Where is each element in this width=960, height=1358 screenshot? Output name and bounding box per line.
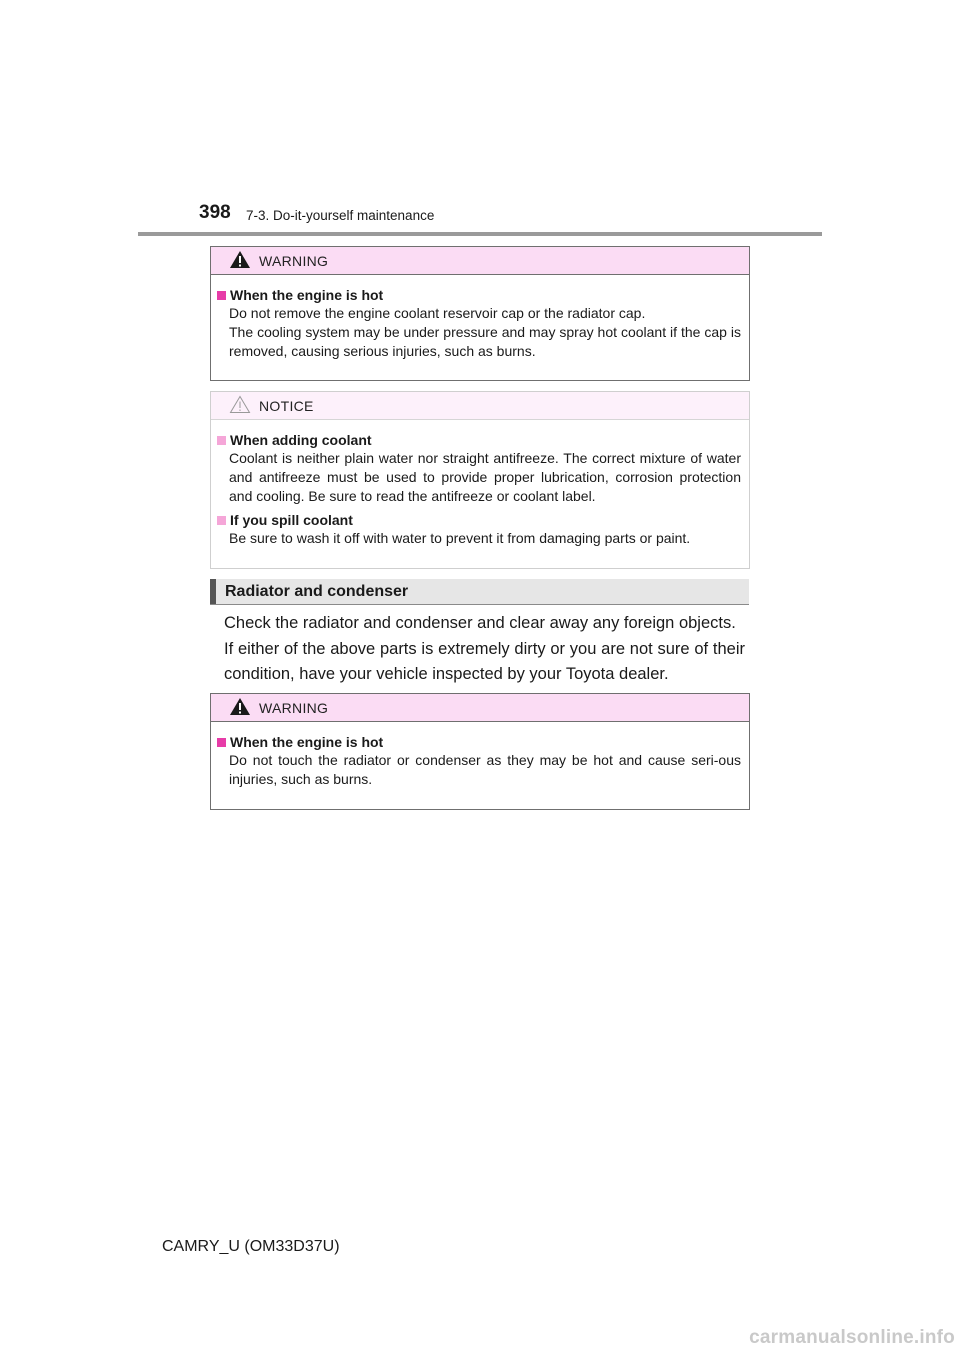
warning-item-line: The cooling system may be under pressure and may spray hot coolant if the cap is removed, causing serious injuries, such as burns. [229, 324, 741, 359]
warning-title: WARNING [259, 699, 329, 716]
bullet-square-icon [217, 516, 226, 525]
notice-item-text: Coolant is neither plain water nor straight antifreeze. The correct mixture of water and antifreeze must be used to provide proper lubrication, corrosion protection and cooling. Be sure to read the antifreeze or coolant label. [229, 450, 741, 504]
page-number: 398 [199, 202, 231, 223]
notice-box-body [211, 420, 749, 562]
warning-box-header [211, 694, 749, 722]
warning-item-line: Do not remove the engine coolant reservoir cap or the radiator cap. [229, 305, 646, 321]
body-paragraph: If either of the above parts is extremely dirty or you are not sure of their condition, have your vehicle inspected by your Toyota dealer. [224, 640, 745, 683]
bullet-square-icon [217, 291, 226, 300]
bullet-square-icon [217, 738, 226, 747]
warning-box-engine-hot-cap [210, 246, 750, 381]
bullet-square-icon [217, 436, 226, 445]
warning-item [217, 287, 741, 361]
section-heading-bar [210, 579, 216, 604]
warning-box-body [211, 275, 749, 375]
warning-item [217, 734, 741, 789]
section-heading [210, 579, 749, 605]
notice-item-heading: If you spill coolant [217, 512, 741, 528]
section-heading-text: Radiator and condenser [225, 582, 409, 600]
manual-code: CAMRY_U (OM33D37U) [162, 1238, 340, 1255]
watermark: carmanualsonline.info [749, 1327, 955, 1348]
body-paragraph: Check the radiator and condenser and clear away any foreign objects. [224, 614, 736, 632]
caution-triangle-icon [229, 395, 251, 414]
warning-item-text [217, 304, 741, 361]
notice-box-coolant [210, 391, 750, 569]
notice-box-header [211, 392, 749, 420]
warning-item-heading: When the engine is hot [217, 734, 741, 750]
notice-item-text: Be sure to wash it off with water to prevent it from damaging parts or paint. [229, 530, 691, 546]
warning-item-heading: When the engine is hot [217, 287, 741, 303]
warning-title: WARNING [259, 252, 329, 269]
notice-item [217, 512, 741, 548]
notice-item-heading: When adding coolant [217, 432, 741, 448]
warning-box-body [211, 722, 749, 803]
warning-triangle-icon [229, 250, 251, 269]
warning-box-header [211, 247, 749, 275]
section-reference: 7-3. Do-it-yourself maintenance [246, 208, 435, 223]
warning-item-text: Do not touch the radiator or condenser as they may be hot and cause seri-ous injuries, such as burns. [229, 752, 741, 787]
header-rule [138, 232, 822, 236]
warning-triangle-icon [229, 697, 251, 716]
notice-item [217, 432, 741, 506]
warning-box-engine-hot-radiator [210, 693, 750, 810]
notice-title: NOTICE [259, 397, 314, 414]
